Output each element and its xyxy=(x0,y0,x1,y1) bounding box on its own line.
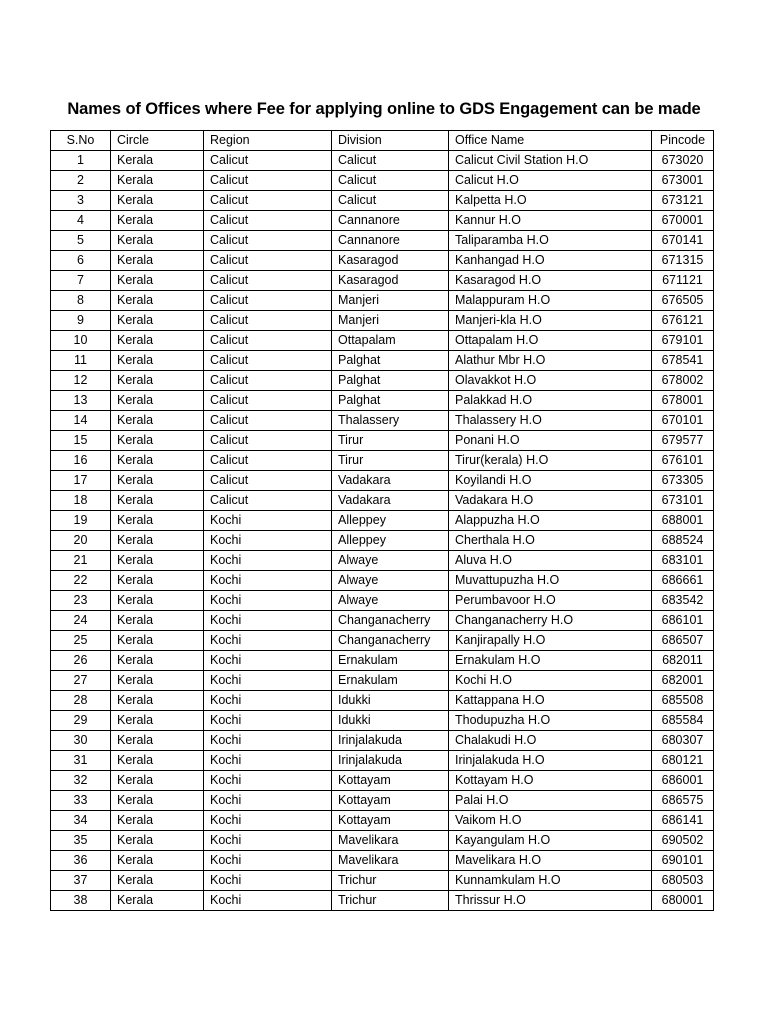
pincode-cell: 688524 xyxy=(652,531,714,551)
sno-cell: 27 xyxy=(51,671,111,691)
sno-cell: 7 xyxy=(51,271,111,291)
region-cell: Calicut xyxy=(204,491,332,511)
table-row xyxy=(51,651,714,671)
table-row xyxy=(51,851,714,871)
division-cell: Palghat xyxy=(332,351,449,371)
office-name-cell: Malappuram H.O xyxy=(449,291,652,311)
office-name-cell: Muvattupuzha H.O xyxy=(449,571,652,591)
table-row xyxy=(51,211,714,231)
circle-cell: Kerala xyxy=(111,311,204,331)
circle-cell: Kerala xyxy=(111,171,204,191)
region-cell: Calicut xyxy=(204,311,332,331)
division-cell: Alwaye xyxy=(332,591,449,611)
pincode-cell: 685508 xyxy=(652,691,714,711)
division-cell: Irinjalakuda xyxy=(332,751,449,771)
sno-cell: 3 xyxy=(51,191,111,211)
region-cell: Kochi xyxy=(204,651,332,671)
division-cell: Alleppey xyxy=(332,511,449,531)
office-name-cell: Kasaragod H.O xyxy=(449,271,652,291)
circle-cell: Kerala xyxy=(111,371,204,391)
division-cell: Vadakara xyxy=(332,491,449,511)
division-cell: Idukki xyxy=(332,711,449,731)
circle-cell: Kerala xyxy=(111,471,204,491)
pincode-cell: 686141 xyxy=(652,811,714,831)
table-row xyxy=(51,811,714,831)
division-cell: Palghat xyxy=(332,371,449,391)
office-name-cell: Calicut H.O xyxy=(449,171,652,191)
division-cell: Calicut xyxy=(332,151,449,171)
region-cell: Kochi xyxy=(204,691,332,711)
circle-cell: Kerala xyxy=(111,251,204,271)
table-row xyxy=(51,751,714,771)
office-name-cell: Kannur H.O xyxy=(449,211,652,231)
pincode-cell: 683542 xyxy=(652,591,714,611)
sno-cell: 21 xyxy=(51,551,111,571)
region-cell: Kochi xyxy=(204,631,332,651)
table-row xyxy=(51,151,714,171)
pincode-cell: 670101 xyxy=(652,411,714,431)
circle-cell: Kerala xyxy=(111,611,204,631)
circle-cell: Kerala xyxy=(111,591,204,611)
division-cell: Idukki xyxy=(332,691,449,711)
office-name-cell: Palai H.O xyxy=(449,791,652,811)
table-row xyxy=(51,451,714,471)
circle-cell: Kerala xyxy=(111,771,204,791)
sno-cell: 16 xyxy=(51,451,111,471)
circle-cell: Kerala xyxy=(111,831,204,851)
pincode-cell: 678541 xyxy=(652,351,714,371)
header-row xyxy=(51,131,714,151)
region-cell: Calicut xyxy=(204,351,332,371)
division-cell: Manjeri xyxy=(332,311,449,331)
table-row xyxy=(51,591,714,611)
sno-cell: 25 xyxy=(51,631,111,651)
sno-cell: 37 xyxy=(51,871,111,891)
sno-cell: 35 xyxy=(51,831,111,851)
sno-cell: 9 xyxy=(51,311,111,331)
sno-cell: 20 xyxy=(51,531,111,551)
office-name-cell: Taliparamba H.O xyxy=(449,231,652,251)
office-name-cell: Koyilandi H.O xyxy=(449,471,652,491)
pincode-cell: 678002 xyxy=(652,371,714,391)
pincode-cell: 673001 xyxy=(652,171,714,191)
division-cell: Cannanore xyxy=(332,211,449,231)
pincode-cell: 686507 xyxy=(652,631,714,651)
sno-cell: 8 xyxy=(51,291,111,311)
pincode-cell: 680001 xyxy=(652,891,714,911)
region-cell: Kochi xyxy=(204,831,332,851)
division-cell: Ernakulam xyxy=(332,651,449,671)
table-header xyxy=(51,131,714,151)
region-cell: Kochi xyxy=(204,531,332,551)
region-cell: Kochi xyxy=(204,711,332,731)
division-cell: Mavelikara xyxy=(332,831,449,851)
table-row xyxy=(51,351,714,371)
region-cell: Kochi xyxy=(204,851,332,871)
sno-cell: 34 xyxy=(51,811,111,831)
circle-cell: Kerala xyxy=(111,191,204,211)
pincode-cell: 682001 xyxy=(652,671,714,691)
sno-cell: 31 xyxy=(51,751,111,771)
table-row xyxy=(51,471,714,491)
table-row xyxy=(51,331,714,351)
sno-cell: 18 xyxy=(51,491,111,511)
pincode-cell: 673101 xyxy=(652,491,714,511)
circle-cell: Kerala xyxy=(111,791,204,811)
circle-cell: Kerala xyxy=(111,551,204,571)
region-cell: Calicut xyxy=(204,331,332,351)
division-cell: Alleppey xyxy=(332,531,449,551)
circle-cell: Kerala xyxy=(111,271,204,291)
table-row xyxy=(51,371,714,391)
division-cell: Changanacherry xyxy=(332,611,449,631)
region-cell: Kochi xyxy=(204,891,332,911)
offices-table xyxy=(50,130,714,911)
circle-cell: Kerala xyxy=(111,151,204,171)
sno-cell: 38 xyxy=(51,891,111,911)
office-name-cell: Mavelikara H.O xyxy=(449,851,652,871)
column-header-region: Region xyxy=(204,131,332,151)
circle-cell: Kerala xyxy=(111,531,204,551)
office-name-cell: Chalakudi H.O xyxy=(449,731,652,751)
sno-cell: 6 xyxy=(51,251,111,271)
pincode-cell: 683101 xyxy=(652,551,714,571)
circle-cell: Kerala xyxy=(111,291,204,311)
office-name-cell: Calicut Civil Station H.O xyxy=(449,151,652,171)
division-cell: Thalassery xyxy=(332,411,449,431)
pincode-cell: 680503 xyxy=(652,871,714,891)
office-name-cell: Vadakara H.O xyxy=(449,491,652,511)
sno-cell: 14 xyxy=(51,411,111,431)
division-cell: Trichur xyxy=(332,891,449,911)
region-cell: Kochi xyxy=(204,511,332,531)
region-cell: Calicut xyxy=(204,411,332,431)
office-name-cell: Kayangulam H.O xyxy=(449,831,652,851)
table-row xyxy=(51,291,714,311)
circle-cell: Kerala xyxy=(111,711,204,731)
office-name-cell: Kalpetta H.O xyxy=(449,191,652,211)
pincode-cell: 671121 xyxy=(652,271,714,291)
region-cell: Kochi xyxy=(204,671,332,691)
division-cell: Alwaye xyxy=(332,551,449,571)
sno-cell: 17 xyxy=(51,471,111,491)
region-cell: Calicut xyxy=(204,191,332,211)
sno-cell: 24 xyxy=(51,611,111,631)
sno-cell: 12 xyxy=(51,371,111,391)
pincode-cell: 686101 xyxy=(652,611,714,631)
region-cell: Kochi xyxy=(204,811,332,831)
circle-cell: Kerala xyxy=(111,671,204,691)
region-cell: Kochi xyxy=(204,791,332,811)
division-cell: Calicut xyxy=(332,191,449,211)
region-cell: Kochi xyxy=(204,871,332,891)
office-name-cell: Kunnamkulam H.O xyxy=(449,871,652,891)
sno-cell: 2 xyxy=(51,171,111,191)
table-row xyxy=(51,711,714,731)
division-cell: Calicut xyxy=(332,171,449,191)
sno-cell: 22 xyxy=(51,571,111,591)
region-cell: Calicut xyxy=(204,231,332,251)
table-row xyxy=(51,671,714,691)
table-row xyxy=(51,871,714,891)
sno-cell: 10 xyxy=(51,331,111,351)
sno-cell: 13 xyxy=(51,391,111,411)
table-row xyxy=(51,691,714,711)
office-name-cell: Manjeri-kla H.O xyxy=(449,311,652,331)
circle-cell: Kerala xyxy=(111,691,204,711)
office-name-cell: Vaikom H.O xyxy=(449,811,652,831)
region-cell: Kochi xyxy=(204,771,332,791)
table-row xyxy=(51,511,714,531)
sno-cell: 23 xyxy=(51,591,111,611)
table-body xyxy=(51,151,714,911)
office-name-cell: Ernakulam H.O xyxy=(449,651,652,671)
pincode-cell: 679577 xyxy=(652,431,714,451)
region-cell: Calicut xyxy=(204,291,332,311)
division-cell: Kasaragod xyxy=(332,271,449,291)
sno-cell: 5 xyxy=(51,231,111,251)
sno-cell: 28 xyxy=(51,691,111,711)
pincode-cell: 686001 xyxy=(652,771,714,791)
office-name-cell: Ottapalam H.O xyxy=(449,331,652,351)
pincode-cell: 682011 xyxy=(652,651,714,671)
division-cell: Kottayam xyxy=(332,771,449,791)
office-name-cell: Irinjalakuda H.O xyxy=(449,751,652,771)
office-name-cell: Kanjirapally H.O xyxy=(449,631,652,651)
table-row xyxy=(51,771,714,791)
table-row xyxy=(51,311,714,331)
table-row xyxy=(51,271,714,291)
office-name-cell: Aluva H.O xyxy=(449,551,652,571)
circle-cell: Kerala xyxy=(111,411,204,431)
region-cell: Kochi xyxy=(204,591,332,611)
sno-cell: 19 xyxy=(51,511,111,531)
region-cell: Kochi xyxy=(204,571,332,591)
region-cell: Calicut xyxy=(204,391,332,411)
table-row xyxy=(51,611,714,631)
pincode-cell: 670141 xyxy=(652,231,714,251)
region-cell: Calicut xyxy=(204,211,332,231)
division-cell: Alwaye xyxy=(332,571,449,591)
office-name-cell: Thodupuzha H.O xyxy=(449,711,652,731)
region-cell: Calicut xyxy=(204,471,332,491)
division-cell: Kottayam xyxy=(332,811,449,831)
pincode-cell: 685584 xyxy=(652,711,714,731)
pincode-cell: 671315 xyxy=(652,251,714,271)
sno-cell: 4 xyxy=(51,211,111,231)
circle-cell: Kerala xyxy=(111,391,204,411)
table-row xyxy=(51,491,714,511)
table-row xyxy=(51,731,714,751)
circle-cell: Kerala xyxy=(111,211,204,231)
pincode-cell: 673305 xyxy=(652,471,714,491)
circle-cell: Kerala xyxy=(111,511,204,531)
table-row xyxy=(51,551,714,571)
table-row xyxy=(51,411,714,431)
circle-cell: Kerala xyxy=(111,891,204,911)
table-row xyxy=(51,891,714,911)
table-row xyxy=(51,791,714,811)
table-row xyxy=(51,251,714,271)
office-name-cell: Perumbavoor H.O xyxy=(449,591,652,611)
column-header-pincode: Pincode xyxy=(652,131,714,151)
circle-cell: Kerala xyxy=(111,751,204,771)
circle-cell: Kerala xyxy=(111,231,204,251)
region-cell: Kochi xyxy=(204,551,332,571)
region-cell: Calicut xyxy=(204,151,332,171)
pincode-cell: 688001 xyxy=(652,511,714,531)
table-row xyxy=(51,171,714,191)
office-name-cell: Kattappana H.O xyxy=(449,691,652,711)
column-header-division: Division xyxy=(332,131,449,151)
region-cell: Calicut xyxy=(204,171,332,191)
region-cell: Kochi xyxy=(204,731,332,751)
table-row xyxy=(51,231,714,251)
table-row xyxy=(51,831,714,851)
region-cell: Calicut xyxy=(204,371,332,391)
circle-cell: Kerala xyxy=(111,331,204,351)
pincode-cell: 686661 xyxy=(652,571,714,591)
region-cell: Calicut xyxy=(204,451,332,471)
division-cell: Ernakulam xyxy=(332,671,449,691)
pincode-cell: 676121 xyxy=(652,311,714,331)
circle-cell: Kerala xyxy=(111,451,204,471)
division-cell: Palghat xyxy=(332,391,449,411)
pincode-cell: 686575 xyxy=(652,791,714,811)
circle-cell: Kerala xyxy=(111,871,204,891)
circle-cell: Kerala xyxy=(111,811,204,831)
pincode-cell: 680307 xyxy=(652,731,714,751)
pincode-cell: 676505 xyxy=(652,291,714,311)
division-cell: Mavelikara xyxy=(332,851,449,871)
division-cell: Vadakara xyxy=(332,471,449,491)
sno-cell: 29 xyxy=(51,711,111,731)
region-cell: Kochi xyxy=(204,611,332,631)
sno-cell: 30 xyxy=(51,731,111,751)
office-name-cell: Alappuzha H.O xyxy=(449,511,652,531)
division-cell: Tirur xyxy=(332,431,449,451)
office-name-cell: Ponani H.O xyxy=(449,431,652,451)
pincode-cell: 678001 xyxy=(652,391,714,411)
column-header-sno: S.No xyxy=(51,131,111,151)
pincode-cell: 690502 xyxy=(652,831,714,851)
office-name-cell: Alathur Mbr H.O xyxy=(449,351,652,371)
table-row xyxy=(51,531,714,551)
sno-cell: 36 xyxy=(51,851,111,871)
office-name-cell: Kochi H.O xyxy=(449,671,652,691)
sno-cell: 15 xyxy=(51,431,111,451)
division-cell: Kasaragod xyxy=(332,251,449,271)
pincode-cell: 673020 xyxy=(652,151,714,171)
pincode-cell: 670001 xyxy=(652,211,714,231)
sno-cell: 33 xyxy=(51,791,111,811)
division-cell: Trichur xyxy=(332,871,449,891)
column-header-office-name: Office Name xyxy=(449,131,652,151)
office-name-cell: Olavakkot H.O xyxy=(449,371,652,391)
office-name-cell: Palakkad H.O xyxy=(449,391,652,411)
office-name-cell: Changanacherry H.O xyxy=(449,611,652,631)
office-name-cell: Thrissur H.O xyxy=(449,891,652,911)
table-row xyxy=(51,191,714,211)
column-header-circle: Circle xyxy=(111,131,204,151)
division-cell: Tirur xyxy=(332,451,449,471)
division-cell: Manjeri xyxy=(332,291,449,311)
region-cell: Calicut xyxy=(204,431,332,451)
table-row xyxy=(51,391,714,411)
office-name-cell: Kanhangad H.O xyxy=(449,251,652,271)
circle-cell: Kerala xyxy=(111,731,204,751)
division-cell: Ottapalam xyxy=(332,331,449,351)
office-name-cell: Tirur(kerala) H.O xyxy=(449,451,652,471)
division-cell: Irinjalakuda xyxy=(332,731,449,751)
sno-cell: 26 xyxy=(51,651,111,671)
circle-cell: Kerala xyxy=(111,431,204,451)
division-cell: Cannanore xyxy=(332,231,449,251)
circle-cell: Kerala xyxy=(111,851,204,871)
table-row xyxy=(51,571,714,591)
office-name-cell: Kottayam H.O xyxy=(449,771,652,791)
division-cell: Kottayam xyxy=(332,791,449,811)
pincode-cell: 690101 xyxy=(652,851,714,871)
circle-cell: Kerala xyxy=(111,351,204,371)
region-cell: Kochi xyxy=(204,751,332,771)
pincode-cell: 673121 xyxy=(652,191,714,211)
circle-cell: Kerala xyxy=(111,631,204,651)
sno-cell: 32 xyxy=(51,771,111,791)
pincode-cell: 680121 xyxy=(652,751,714,771)
circle-cell: Kerala xyxy=(111,491,204,511)
circle-cell: Kerala xyxy=(111,651,204,671)
table-row xyxy=(51,631,714,651)
region-cell: Calicut xyxy=(204,271,332,291)
pincode-cell: 679101 xyxy=(652,331,714,351)
table-row xyxy=(51,431,714,451)
pincode-cell: 676101 xyxy=(652,451,714,471)
sno-cell: 1 xyxy=(51,151,111,171)
division-cell: Changanacherry xyxy=(332,631,449,651)
circle-cell: Kerala xyxy=(111,571,204,591)
region-cell: Calicut xyxy=(204,251,332,271)
page-title: Names of Offices where Fee for applying online to GDS Engagement can be made xyxy=(67,100,701,118)
sno-cell: 11 xyxy=(51,351,111,371)
office-name-cell: Thalassery H.O xyxy=(449,411,652,431)
office-name-cell: Cherthala H.O xyxy=(449,531,652,551)
